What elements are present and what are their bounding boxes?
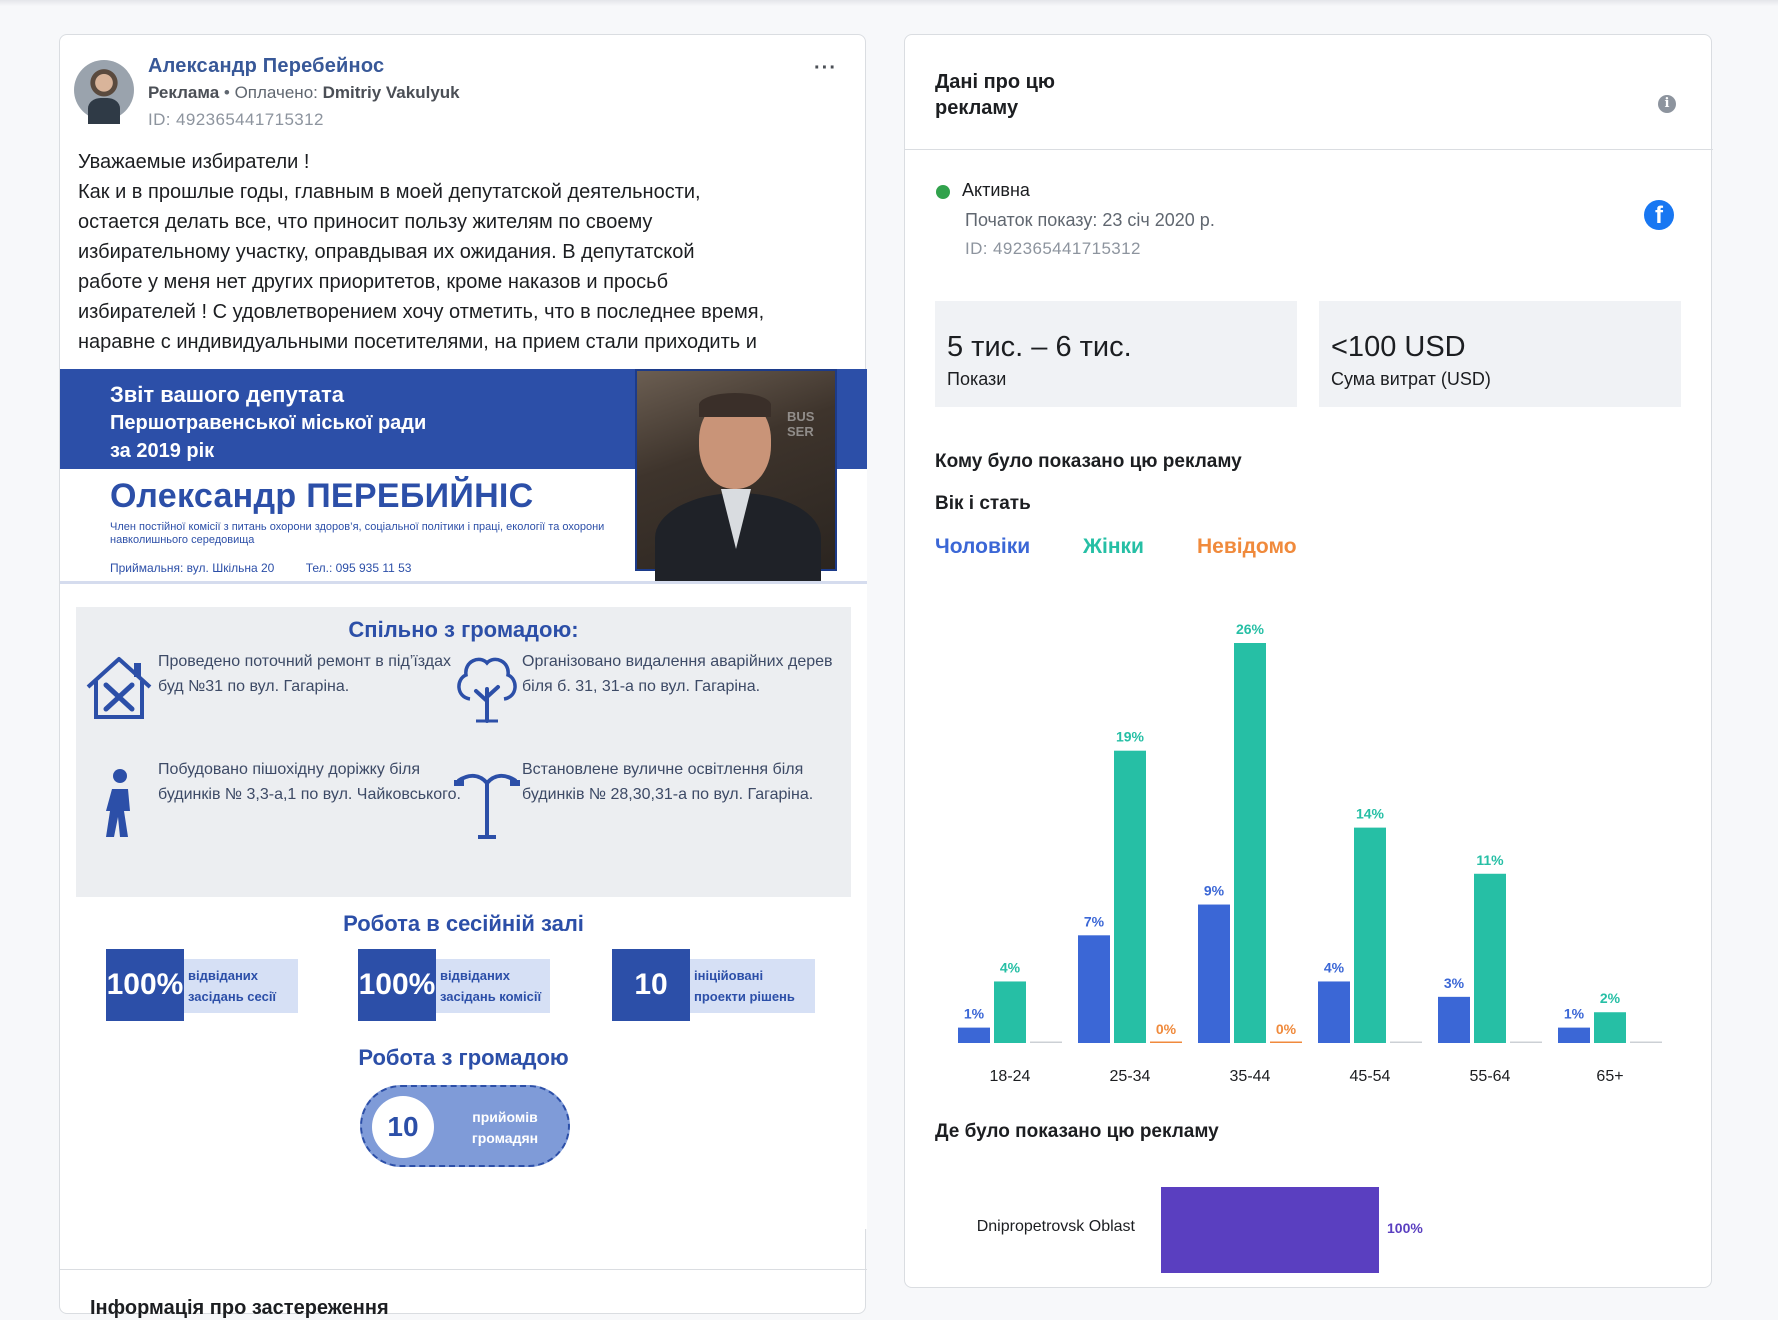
facebook-icon: f	[1644, 200, 1674, 230]
data-label: 1%	[1563, 1005, 1585, 1022]
bar-Невідомо-18-24[interactable]	[1030, 1042, 1062, 1044]
tile-label: відвіданих засідань сесії	[184, 959, 298, 1013]
info-icon[interactable]: i	[1658, 95, 1676, 113]
region-label: Dnipropetrovsk Oblast	[976, 1218, 1135, 1235]
bar-Невідомо-25-34[interactable]	[1150, 1042, 1182, 1044]
paid-by-prefix: • Оплачено:	[223, 83, 318, 102]
bar-Жінки-18-24[interactable]	[994, 981, 1026, 1043]
legend-women[interactable]: Жінки	[1083, 535, 1144, 558]
tile-label: відвіданих засідань комісії	[436, 959, 550, 1013]
data-label: 26%	[1235, 621, 1265, 637]
data-label: 19%	[1115, 728, 1145, 745]
deputy-name: Олександр ПЕРЕБИЙНІС	[110, 477, 534, 515]
session-tile	[106, 949, 298, 1021]
sponsored-label: Реклама	[148, 83, 220, 102]
feature-text: Встановлене вуличне освітлення біля будинків № 28,30,31-а по вул. Гагаріна.	[522, 761, 814, 803]
bar-Жінки-35-44[interactable]	[1234, 643, 1266, 1043]
author-avatar[interactable]	[74, 60, 134, 120]
impressions-box	[935, 301, 1297, 407]
body-line: Уважаемые избиратели !	[78, 151, 310, 173]
x-tick-label: 35-44	[1229, 1068, 1271, 1085]
street-lamp-icon	[450, 767, 524, 841]
tile-value: 100%	[106, 949, 184, 1021]
bar-Чоловіки-55-64[interactable]	[1438, 997, 1470, 1043]
impressions-value: 5 тис. – 6 тис.	[947, 331, 1132, 363]
details-ad-id: ID: 492365441715312	[965, 239, 1141, 258]
panel-title: Спільно з громадою:	[348, 617, 579, 642]
data-label: 1%	[963, 1005, 985, 1022]
legend-unknown[interactable]: Невідомо	[1197, 535, 1297, 558]
disclaimer-heading[interactable]: Інформація про застереження	[90, 1297, 389, 1319]
bar-Чоловіки-18-24[interactable]	[958, 1028, 990, 1043]
bar-Чоловіки-45-54[interactable]	[1318, 981, 1350, 1043]
deputy-contacts	[110, 561, 411, 575]
deputy-photo	[635, 369, 837, 571]
impressions-label: Покази	[947, 369, 1007, 389]
body-line: избирательному участку, оправдывая их ожидания. В депутатской	[78, 241, 695, 263]
legend-men[interactable]: Чоловіки	[935, 535, 1031, 558]
disclaimer-divider	[60, 1269, 867, 1270]
bar-Жінки-45-54[interactable]	[1354, 828, 1386, 1043]
data-label: 9%	[1203, 882, 1225, 899]
region-value-label: 100%	[1387, 1220, 1423, 1236]
bar-Чоловіки-65+[interactable]	[1558, 1028, 1590, 1043]
tile-value: 100%	[358, 949, 436, 1021]
data-label: 0%	[1155, 1021, 1177, 1037]
data-label: 2%	[1599, 990, 1621, 1007]
community-section-title: Робота з громадою	[358, 1045, 569, 1070]
session-tile	[612, 949, 817, 1021]
receptions-label: прийомів громадян	[471, 1109, 539, 1146]
status-text: Активна	[962, 180, 1030, 200]
house-tools-icon	[82, 651, 156, 725]
age-gender-heading: Вік і стать	[935, 493, 1031, 514]
more-dots-icon[interactable]: ···	[814, 57, 837, 79]
banner-line: за 2019 рік	[110, 440, 215, 462]
bar-Невідомо-35-44[interactable]	[1270, 1042, 1302, 1044]
data-label: 14%	[1355, 805, 1385, 822]
tile-label: ініційовані проекти рішень	[690, 959, 815, 1013]
photo-hair	[699, 393, 771, 417]
region-chart	[935, 1185, 1675, 1277]
receptions-badge	[360, 1085, 570, 1167]
details-divider	[905, 149, 1713, 150]
paid-by-name: Dmitriy Vakulyuk	[322, 83, 460, 102]
phone-number: Тел.: 095 935 11 53	[305, 561, 412, 575]
spend-value: <100 USD	[1331, 331, 1466, 363]
body-line: остается делать все, что приносит пользу жителям по своему	[78, 211, 653, 233]
creative-banner-title	[110, 381, 590, 465]
bar-Жінки-25-34[interactable]	[1114, 751, 1146, 1043]
ad-post-card	[59, 34, 866, 1319]
x-tick-label: 25-34	[1109, 1068, 1151, 1085]
top-shadow	[0, 0, 1778, 6]
region-bar[interactable]	[1161, 1187, 1379, 1273]
sponsored-line	[148, 83, 460, 103]
pedestrian-icon	[82, 767, 156, 841]
bar-Невідомо-55-64[interactable]	[1510, 1042, 1542, 1044]
feature-text: Організовано видалення аварійних дерев біля б. 31, 31-а по вул. Гагаріна.	[522, 653, 833, 695]
details-title	[935, 69, 1055, 121]
tree-icon	[450, 651, 524, 725]
post-body	[78, 147, 858, 387]
tile-value: 10	[612, 949, 690, 1021]
reception-address: Приймальня: вул. Шкільна 20	[110, 561, 275, 575]
age-gender-chart	[935, 570, 1675, 1090]
ad-details-card	[904, 34, 1712, 1288]
audience-heading: Кому було показано цю рекламу	[935, 451, 1242, 472]
x-tick-label: 18-24	[989, 1068, 1031, 1085]
x-tick-label: 55-64	[1469, 1068, 1511, 1085]
body-line: наравне с индивидуальными посетителями, на прием стали приходить и	[78, 331, 757, 353]
x-tick-label: 45-54	[1349, 1068, 1391, 1085]
data-label: 4%	[999, 959, 1021, 976]
session-section-title: Робота в сесійній залі	[343, 911, 584, 936]
bar-Жінки-55-64[interactable]	[1474, 874, 1506, 1043]
bar-Невідомо-65+[interactable]	[1630, 1042, 1662, 1044]
banner-line: Звіт вашого депутата	[110, 382, 344, 407]
data-label: 11%	[1476, 851, 1504, 868]
start-date: Початок показу: 23 січ 2020 р.	[965, 210, 1215, 230]
feature-text: Проведено поточний ремонт в під’їздах буд №31 по вул. Гагаріна.	[158, 653, 451, 695]
x-tick-label: 65+	[1596, 1068, 1624, 1085]
ad-creative-image[interactable]	[60, 369, 867, 1229]
creative-separator	[60, 581, 867, 584]
details-title-line: рекламу	[935, 97, 1019, 119]
bar-Жінки-65+[interactable]	[1594, 1012, 1626, 1043]
bar-Чоловіки-25-34[interactable]	[1078, 935, 1110, 1043]
data-label: 3%	[1443, 974, 1465, 991]
data-label: 4%	[1323, 959, 1345, 976]
banner-line: Першотравенської міської ради	[110, 412, 427, 434]
ad-id: ID: 492365441715312	[148, 110, 324, 129]
body-line: работе у меня нет других приоритетов, кроме наказов и просьб	[78, 271, 669, 293]
deputy-position: Член постійної комісії з питань охорони здоров’я, соціальної політики і праці, екології та охорони навколишнього середовища	[110, 521, 605, 546]
photo-background-sign: BUS SER	[787, 409, 815, 439]
region-heading: Де було показано цю рекламу	[935, 1121, 1219, 1142]
details-title-line: Дані про цю	[935, 71, 1056, 93]
spend-box	[1319, 301, 1681, 407]
session-tile	[358, 949, 550, 1021]
author-name[interactable]: Александр Перебейнос	[148, 55, 385, 77]
body-line: Как и в прошлые годы, главным в моей депутатской деятельности,	[78, 181, 701, 203]
community-panel	[76, 607, 851, 897]
status-dot	[936, 185, 950, 199]
receptions-count: 10	[372, 1096, 434, 1158]
bar-Чоловіки-35-44[interactable]	[1198, 905, 1230, 1043]
data-label: 7%	[1083, 913, 1105, 930]
data-label: 0%	[1275, 1021, 1297, 1037]
spend-label: Сума витрат (USD)	[1331, 369, 1491, 389]
feature-text: Побудовано пішохідну доріжку біля будинків № 3,3-а,1 по вул. Чайковського.	[158, 761, 461, 803]
bar-Невідомо-45-54[interactable]	[1390, 1042, 1422, 1044]
body-line: избирателей ! С удовлетворением хочу отметить, что в последнее время,	[78, 301, 765, 323]
